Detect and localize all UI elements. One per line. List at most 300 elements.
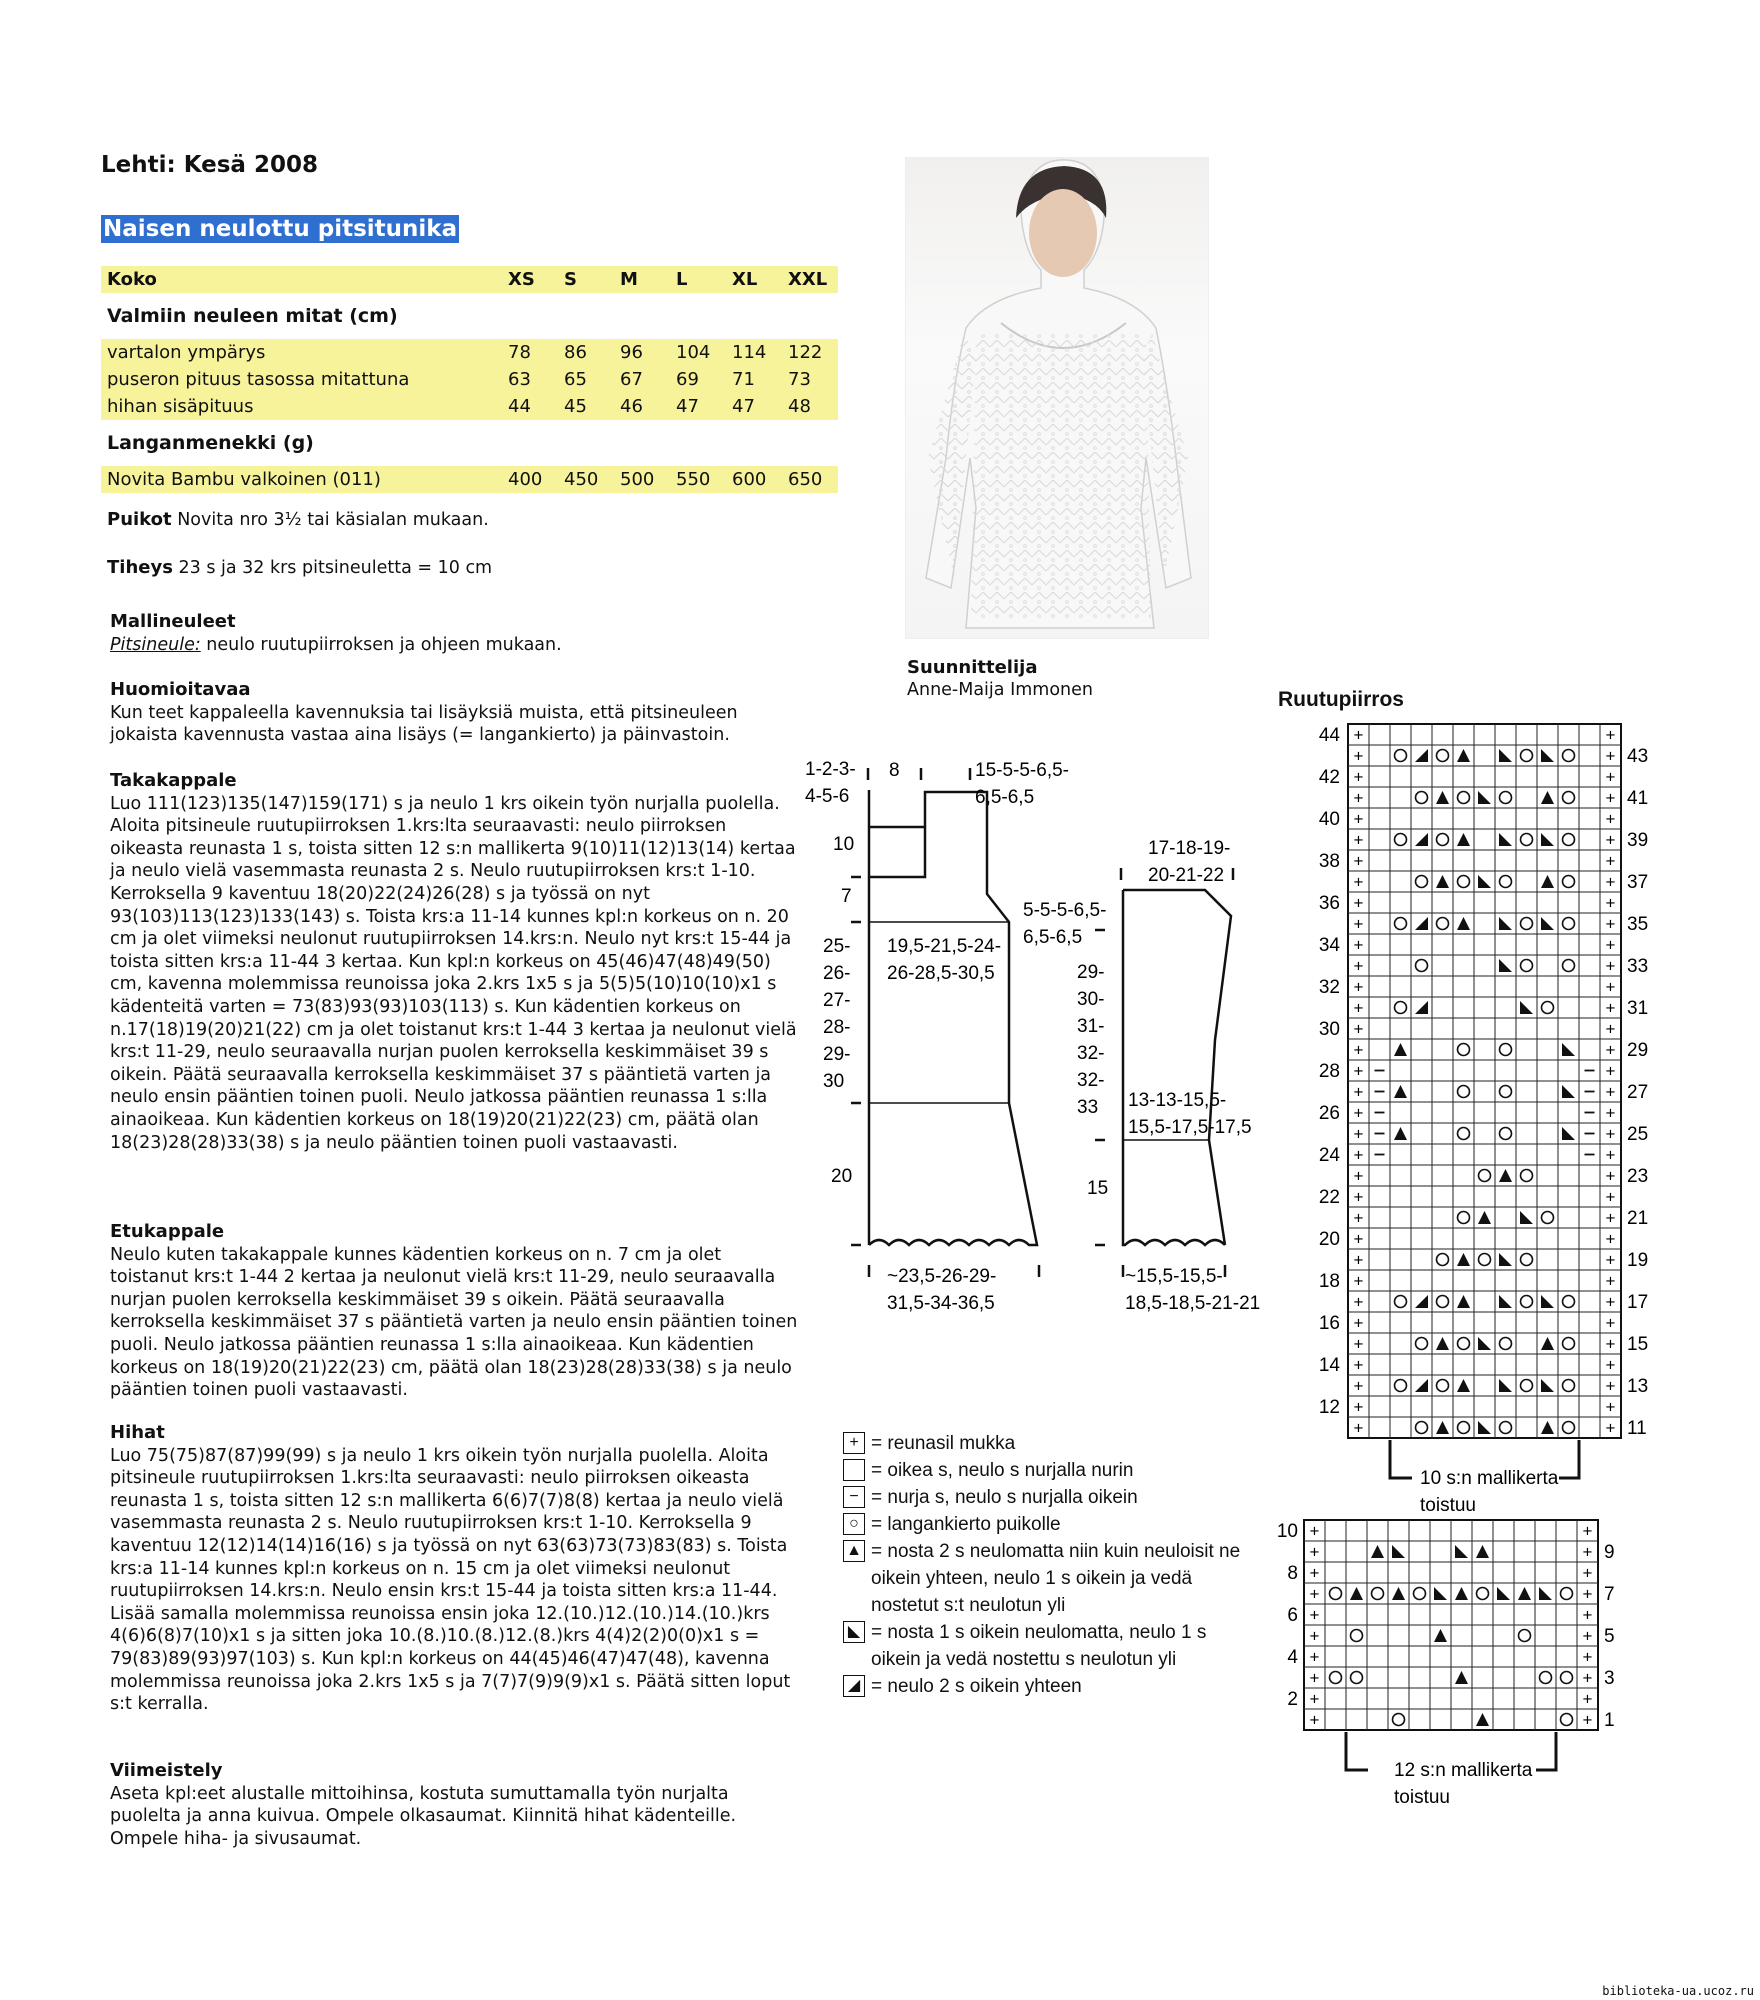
yarn-over-mark [1395, 918, 1407, 930]
yarn-over-mark [1395, 1002, 1407, 1014]
cell: 114 [726, 339, 782, 366]
table-row [101, 466, 838, 493]
cell: 400 [502, 466, 558, 493]
left-decrease-mark [1541, 749, 1554, 762]
edge-stitch-mark: + [1605, 893, 1616, 913]
chest-width-label: 19,5-21,5-24-26-28,5-30,5 [887, 936, 1002, 984]
legend-item [843, 1619, 1261, 1673]
double-decrease-mark [1455, 1671, 1468, 1684]
yarn-over-mark [1500, 1422, 1512, 1434]
right-decrease-mark [1415, 1001, 1428, 1014]
row-number: 24 [1318, 1145, 1340, 1166]
double-decrease-mark [1457, 1295, 1470, 1308]
row-number: 40 [1318, 809, 1340, 830]
edge-stitch-mark: + [1605, 1355, 1616, 1375]
double-decrease-mark [1436, 875, 1449, 888]
row-number: 26 [1318, 1103, 1340, 1124]
cell: 500 [614, 466, 670, 493]
hem-width-label: ~23,5-26-29-31,5-34-36,5 [887, 1266, 997, 1314]
row-number: 12 [1318, 1397, 1340, 1418]
needles-text: Novita nro 3½ tai käsialan mukaan. [171, 510, 489, 530]
edge-stitch-mark: + [1353, 977, 1364, 997]
upper-repeat-label: 10 s:n mallikerta toistuu [1420, 1468, 1559, 1516]
row-number: 39 [1627, 830, 1649, 851]
edge-stitch-mark: + [1605, 1229, 1616, 1249]
left-decrease-mark [1541, 917, 1554, 930]
yarn-over-mark [1563, 750, 1575, 762]
stitch-section [110, 611, 800, 656]
edge-stitch-mark: + [1605, 1313, 1616, 1333]
cell: 450 [558, 466, 614, 493]
section-heading: Mallineuleet [110, 611, 236, 632]
yarn-over-mark [1500, 1128, 1512, 1140]
yarn-over-mark [1395, 1296, 1407, 1308]
edge-stitch-mark: + [1582, 1521, 1593, 1541]
yarn-over-mark [1416, 1422, 1428, 1434]
yarn-over-mark [1563, 834, 1575, 846]
edge-stitch-mark: + [1353, 830, 1364, 850]
yarn-over-mark [1330, 1672, 1342, 1684]
edge-stitch-mark: + [1605, 767, 1616, 787]
double-decrease-mark [1541, 791, 1554, 804]
edge-stitch-mark: + [1605, 1103, 1616, 1123]
cell: 600 [726, 466, 782, 493]
double-decrease-mark [1436, 1337, 1449, 1350]
row-number: 44 [1318, 725, 1340, 746]
cuff-width-label: ~15,5-15,5-18,5-18,5-21-21 [1125, 1266, 1261, 1314]
row-number: 21 [1627, 1208, 1649, 1229]
row-number: 20 [1318, 1229, 1340, 1250]
row-number: 41 [1627, 788, 1649, 809]
row-number: 29 [1627, 1040, 1649, 1061]
yarn-heading: Langanmenekki (g) [101, 420, 838, 466]
right-decrease-mark [1415, 833, 1428, 846]
edge-stitch-mark: + [1605, 1082, 1616, 1102]
edge-stitch-mark: + [1605, 1061, 1616, 1081]
armhole-height-label: 25-26-27-28-29-30 [823, 936, 851, 1092]
cell: 78 [502, 339, 558, 366]
needles [107, 509, 797, 532]
cell: 104 [670, 339, 726, 366]
yarn-over-mark [1458, 1338, 1470, 1350]
row-number: 19 [1627, 1250, 1649, 1271]
gauge [107, 557, 797, 580]
double-decrease-mark [1518, 1587, 1531, 1600]
magazine-label: Lehti: Kesä 2008 [101, 152, 318, 178]
yarn-over-mark [1395, 1380, 1407, 1392]
left-decrease-mark [1499, 833, 1512, 846]
yarn-over-mark [1540, 1672, 1552, 1684]
row-number: 7 [1604, 1584, 1615, 1605]
yarn-over-mark [1416, 876, 1428, 888]
edge-stitch-mark: + [1353, 1355, 1364, 1375]
cell: 550 [670, 466, 726, 493]
edge-stitch-mark: + [1605, 914, 1616, 934]
right-decrease-icon: ◢ [843, 1675, 865, 1697]
edge-stitch-mark: + [1605, 977, 1616, 997]
gauge-label: Tiheys [107, 557, 173, 578]
double-decrease-mark [1455, 1587, 1468, 1600]
row-number: 1 [1604, 1710, 1615, 1731]
table-row [101, 366, 838, 393]
edge-stitch-mark: + [1353, 1061, 1364, 1081]
row-label: hihan sisäpituus [101, 393, 502, 420]
legend-item [843, 1457, 1261, 1484]
designer [907, 656, 1093, 702]
yarn-over-mark [1458, 1044, 1470, 1056]
left-decrease-mark [1392, 1545, 1405, 1558]
edge-stitch-mark: + [1309, 1563, 1320, 1583]
legend-item [843, 1673, 1261, 1700]
edge-stitch-mark: + [1353, 1082, 1364, 1102]
left-decrease-mark [1499, 1379, 1512, 1392]
section-text: Aseta kpl:eet alustalle mittoihinsa, kostuta sumuttamalla työn nurjalta puolelta ja anna kuivua. Ompele olkasaumat. Kiinnitä hihat kädenteille. Ompele hiha- ja sivusaumat. [110, 1783, 737, 1849]
edge-stitch-mark: + [1353, 1292, 1364, 1312]
edge-stitch-mark: + [1353, 1334, 1364, 1354]
row-number: 3 [1604, 1668, 1615, 1689]
double-decrease-mark [1394, 1127, 1407, 1140]
yarn-over-mark [1563, 960, 1575, 972]
row-label: vartalon ympärys [101, 339, 502, 366]
edge-stitch-mark: + [1353, 872, 1364, 892]
yarn-over-icon: ○ [843, 1513, 865, 1535]
yarn-over-mark [1563, 1380, 1575, 1392]
yarn-over-mark [1437, 750, 1449, 762]
left-decrease-mark [1455, 1545, 1468, 1558]
edge-stitch-mark: + [1605, 1040, 1616, 1060]
left-decrease-icon: ◣ [843, 1621, 865, 1643]
section-text: Luo 111(123)135(147)159(171) s ja neulo 1 krs oikein työn nurjalla puolella. Aloita pitsineule ruutupiirroksen 1.krs:lta seuraavasti: neulo piirroksen oikeasta reunasta 1 s, toista sitten 12 s:n mallikerta 9(10)11(12)13(14) kertaa ja neulo vielä vasemmasta reunasta 2 s. Neulo ruutupiirroksen krs:t 1-10. Kerroksella 9 kaventuu 18(20)22(24)26(28) s ja työssä on nyt 93(103)113(123)133(143) s. Toista krs:a 11-14 kunnes kpl:n korkeus on n. 20 cm ja olet viimeksi neulonut ruutupiirroksen 14.krs:n. Neulo nyt krs:t 15-44 ja toista sitten krs:a 11-44 3 kertaa. Kun kpl:n korkeus on 45(46)47(48)49(50) cm, kavenna molemmissa reunoissa joka 2.krs 1x5 s ja 5(5)5(10)10(10)x1 s kädenteitä varten = 73(83)93(93)103(113) s. Kun kädentien korkeus on n.17(18)19(20)21(22) cm ja olet toistanut krs:t 1-44 3 kertaa ja neulonut vielä krs:t 11-29, neulo seuraavalla nurjan puolen kerroksella keskimmäiset 39 s oikein. Päätä seuraavalla kerroksella keskimmäiset 37 s pääntietä varten ja neulo ensin pääntien toinen puoli. Neulo jatkossa pääntien reunassa 1 s:lla ainaoikeaa. Kun kädentien korkeus on 18(19)20(21)22(23) cm, päätä olan 18(23)28(28)33(38) s ja neulo pääntien toinen puoli vastaavasti. [110, 793, 797, 1153]
watermark: biblioteka-ua.ucoz.ru [1602, 1984, 1754, 1998]
edge-stitch-mark: + [1353, 914, 1364, 934]
section-text: Luo 75(75)87(87)99(99) s ja neulo 1 krs oikein työn nurjalla puolella. Aloita pitsineule ruutupiirroksen 1.krs:lta seuraavasti: neulo piirroksen oikeasta reunasta 1 s, toista sitten 12 s:n mallikerta 6(6)7(7)8(8) kertaa ja neulo vielä vasemmasta reunasta 2 s. Neulo ruutupiirroksen krs:t 1-10. Kerroksella 9 kaventuu 12(12)14(14)16(16) s ja työssä on nyt 63(63)73(73)83(83) s. Toista krs:a 11-14 kunnes kpl:n korkeus on n. 15 cm ja olet viimeksi neulonut ruutupiirroksen 14.krs:n. Neulo ensin krs:t 15-44 ja toista sitten krs:a 11-44. Lisää samalla molemmissa reunoissa ensin joka 12.(10.)12.(10.)14.(10.)krs 4(6)6(8)7(10)x1 s ja sitten joka 10.(8.)10.(8.)12.(8.)krs 4(4)2(2)0(0)x1 s = 79(83)89(93)97(103) s. Kun kpl:n korkeus on 44(45)46(47)47(48), kavenna molemmissa reunoissa joka 2.krs 1x5 s ja 7(7)7(9)9(9)x1 s. Päätä sitten loput s:t kerralla. [110, 1445, 791, 1715]
table-row [101, 393, 838, 420]
yarn-over-mark [1393, 1714, 1405, 1726]
yarn-over-mark [1351, 1630, 1363, 1642]
yarn-over-mark [1542, 1212, 1554, 1224]
yarn-over-mark [1500, 792, 1512, 804]
yarn-over-mark [1479, 1170, 1491, 1182]
right-decrease-mark [1415, 749, 1428, 762]
yarn-over-mark [1563, 918, 1575, 930]
edge-stitch-mark: + [1353, 1229, 1364, 1249]
double-decrease-mark [1457, 749, 1470, 762]
edge-stitch-mark: + [1353, 746, 1364, 766]
section-heading: Etukappale [110, 1221, 225, 1242]
model-photo [905, 157, 1209, 639]
neck-depth-label: 10 [833, 834, 855, 855]
yarn-over-mark [1437, 1254, 1449, 1266]
row-number: 15 [1627, 1334, 1649, 1355]
row-number: 16 [1318, 1313, 1340, 1334]
yarn-over-mark [1521, 1170, 1533, 1182]
yarn-over-mark [1561, 1588, 1573, 1600]
row-number: 14 [1318, 1355, 1340, 1376]
stitch-term: Pitsineule: [110, 634, 201, 655]
left-decrease-mark [1541, 1379, 1554, 1392]
yarn-over-mark [1395, 750, 1407, 762]
edge-stitch-mark: + [1605, 1208, 1616, 1228]
row-number: 9 [1604, 1542, 1615, 1563]
size-header-row [101, 266, 838, 293]
cell: 63 [502, 366, 558, 393]
yarn-over-mark [1437, 1296, 1449, 1308]
edge-stitch-mark: + [1582, 1689, 1593, 1709]
edge-stitch-mark: + [1309, 1647, 1320, 1667]
row-number: 5 [1604, 1626, 1615, 1647]
yarn-over-mark [1372, 1588, 1384, 1600]
left-decrease-mark [1434, 1587, 1447, 1600]
yarn-over-mark [1437, 918, 1449, 930]
yarn-over-mark [1458, 876, 1470, 888]
yarn-over-mark [1521, 834, 1533, 846]
row-number: 38 [1318, 851, 1340, 872]
yarn-over-mark [1458, 1128, 1470, 1140]
cell: 71 [726, 366, 782, 393]
lower-repeat-label: 12 s:n mallikerta toistuu [1394, 1760, 1533, 1808]
edge-stitch-mark: + [1605, 851, 1616, 871]
edge-stitch-mark: + [1353, 1271, 1364, 1291]
edge-stitch-mark: + [1353, 956, 1364, 976]
double-decrease-mark [1476, 1545, 1489, 1558]
double-decrease-mark [1541, 1421, 1554, 1434]
size-table [101, 266, 838, 493]
garment-schematic [795, 740, 1275, 1360]
row-number: 43 [1627, 746, 1649, 767]
left-decrease-mark [1539, 1587, 1552, 1600]
edge-stitch-mark: + [1605, 956, 1616, 976]
double-decrease-mark [1394, 1085, 1407, 1098]
edge-stitch-mark: + [1353, 1166, 1364, 1186]
edge-stitch-mark: + [1353, 809, 1364, 829]
edge-stitch-mark: + [1309, 1605, 1320, 1625]
edge-stitch-mark: + [1582, 1563, 1593, 1583]
edge-stitch-mark: + [1605, 1397, 1616, 1417]
left-decrease-mark [1541, 833, 1554, 846]
table-row [101, 339, 838, 366]
double-decrease-mark [1457, 917, 1470, 930]
row-number: 37 [1627, 872, 1649, 893]
row-number: 27 [1627, 1082, 1649, 1103]
right-decrease-mark [1415, 917, 1428, 930]
left-decrease-mark [1541, 1295, 1554, 1308]
cell: 122 [782, 339, 838, 366]
row-number: 4 [1287, 1647, 1298, 1668]
legend-item [843, 1484, 1261, 1511]
double-decrease-mark [1350, 1587, 1363, 1600]
yarn-over-mark [1500, 1044, 1512, 1056]
back-section [110, 770, 800, 1154]
yarn-over-mark [1563, 1338, 1575, 1350]
edge-stitch-mark: + [1353, 851, 1364, 871]
edge-stitch-mark: + [1605, 1166, 1616, 1186]
legend-item [843, 1538, 1261, 1619]
knit-icon [843, 1459, 865, 1481]
row-number: 30 [1318, 1019, 1340, 1040]
legend-text: = nosta 2 s neulomatta niin kuin neuloisit ne oikein yhteen, neulo 1 s oikein ja vedä nostetut s:t neulotun yli [871, 1541, 1241, 1616]
edge-stitch-mark: + [1353, 1250, 1364, 1270]
left-decrease-mark [1562, 1043, 1575, 1056]
left-decrease-mark [1499, 749, 1512, 762]
needles-label: Puikot [107, 509, 172, 530]
edge-stitch-mark: + [1605, 746, 1616, 766]
double-decrease-mark [1436, 791, 1449, 804]
yarn-over-mark [1416, 960, 1428, 972]
legend [843, 1430, 1261, 1700]
double-decrease-mark [1457, 833, 1470, 846]
double-decrease-icon: ▲ [843, 1540, 865, 1562]
legend-item [843, 1430, 1261, 1457]
edge-stitch-mark: + [1353, 1103, 1364, 1123]
double-decrease-mark [1392, 1587, 1405, 1600]
row-label: Novita Bambu valkoinen (011) [101, 466, 502, 493]
front-section [110, 1221, 800, 1402]
edge-stitch-mark: + [1353, 767, 1364, 787]
section-heading: Viimeistely [110, 1760, 223, 1781]
sleeve-piece-outline [1123, 890, 1231, 1245]
left-decrease-mark [1520, 1211, 1533, 1224]
row-number: 32 [1318, 977, 1340, 998]
yarn-over-mark [1330, 1588, 1342, 1600]
row-number: 23 [1627, 1166, 1649, 1187]
section-text: Neulo kuten takakappale kunnes kädentien korkeus on n. 7 cm ja olet toistanut krs:t 1-44 2 kertaa ja neulonut vielä krs:t 11-29, neulo seuraavalla nurjan puolen kerroksella keskimmäiset 39 s oikein. Päätä seuraavalla kerroksella keskimmäiset 37 s pääntietä varten ja neulo ensin pääntien toinen puoli. Neulo jatkossa pääntien reunassa 1 s:lla ainaoikeaa. Kun kädentien korkeus on 18(19)20(21)22(23) cm, päätä olan 18(23)28(28)33(38) s ja neulo pääntien toinen puoli vastaavasti. [110, 1244, 798, 1401]
yarn-over-mark [1521, 1296, 1533, 1308]
yarn-over-mark [1521, 960, 1533, 972]
cell: 45 [558, 393, 614, 420]
row-number: 11 [1627, 1418, 1647, 1439]
row-number: 6 [1287, 1605, 1298, 1626]
yarn-over-mark [1521, 918, 1533, 930]
designer-label: Suunnittelija [907, 657, 1038, 678]
row-number: 8 [1287, 1563, 1298, 1584]
edge-stitch-mark: + [1582, 1710, 1593, 1730]
edge-stitch-mark: + [1605, 788, 1616, 808]
cell: 86 [558, 339, 614, 366]
yarn-over-mark [1521, 750, 1533, 762]
yarn-over-mark [1563, 1422, 1575, 1434]
double-decrease-mark [1371, 1545, 1384, 1558]
edge-stitch-mark: + [1605, 872, 1616, 892]
right-decrease-mark [1415, 1295, 1428, 1308]
double-decrease-mark [1457, 1379, 1470, 1392]
edge-stitch-mark: + [1605, 1271, 1616, 1291]
row-number: 31 [1627, 998, 1649, 1019]
left-decrease-mark [1478, 791, 1491, 804]
row-number: 22 [1318, 1187, 1340, 1208]
edge-stitch-mark: + [1582, 1605, 1593, 1625]
left-decrease-mark [1478, 875, 1491, 888]
legend-text: = langankierto puikolle [871, 1514, 1061, 1535]
legend-text: = nosta 1 s oikein neulomatta, neulo 1 s oikein ja vedä nostettu s neulotun yli [871, 1622, 1207, 1670]
edge-stitch-mark: + [1605, 998, 1616, 1018]
double-decrease-mark [1434, 1629, 1447, 1642]
edge-stitch-mark: + [1353, 1040, 1364, 1060]
edge-stitch-mark: + [1605, 1292, 1616, 1312]
yarn-over-mark [1500, 1338, 1512, 1350]
yarn-over-mark [1563, 1296, 1575, 1308]
cell: 650 [782, 466, 838, 493]
edge-stitch-mark: + [1309, 1521, 1320, 1541]
purl-icon: − [843, 1486, 865, 1508]
double-decrease-mark [1457, 1253, 1470, 1266]
cell: 48 [782, 393, 838, 420]
edge-stitch-mark: + [1582, 1584, 1593, 1604]
cell: 65 [558, 366, 614, 393]
neck-top-label: 8 [889, 760, 900, 781]
shoulder-width-label: 15-5-5-6,5-6,5-6,5 [975, 760, 1069, 808]
edge-stitch-mark: + [1309, 1689, 1320, 1709]
edge-stitch-mark: + [1353, 1418, 1364, 1438]
stitch-text: neulo ruutupiirroksen ja ohjeen mukaan. [200, 634, 562, 655]
yarn-over-mark [1521, 1254, 1533, 1266]
row-number: 10 [1276, 1521, 1298, 1542]
edge-stitch-mark: + [1353, 1019, 1364, 1039]
legend-text: = oikea s, neulo s nurjalla nurin [871, 1460, 1134, 1481]
row-label: puseron pituus tasossa mitattuna [101, 366, 502, 393]
edge-stitch-mark: + [1353, 725, 1364, 745]
yarn-over-mark [1542, 1002, 1554, 1014]
row-number: 13 [1627, 1376, 1649, 1397]
tunic-illustration [906, 158, 1208, 638]
legend-text: = reunasil mukka [871, 1433, 1016, 1454]
yarn-over-mark [1458, 792, 1470, 804]
edge-stitch-mark: + [1582, 1647, 1593, 1667]
double-decrease-mark [1499, 1169, 1512, 1182]
edge-stitch-mark: + [1309, 1584, 1320, 1604]
left-decrease-mark [1478, 1421, 1491, 1434]
edge-stitch-mark: + [1353, 893, 1364, 913]
size-col: XL [726, 266, 782, 293]
yarn-over-mark [1458, 1422, 1470, 1434]
gauge-text: 23 s ja 32 krs pitsineuletta = 10 cm [172, 558, 493, 578]
edge-stitch-mark: + [1353, 1397, 1364, 1417]
edge-stitch-mark: + [1353, 1376, 1364, 1396]
cell: 69 [670, 366, 726, 393]
cell: 73 [782, 366, 838, 393]
edge-stitch-mark: + [1605, 1250, 1616, 1270]
edge-stitch-mark: + [1605, 725, 1616, 745]
row-number: 33 [1627, 956, 1649, 977]
shoulder-drop-label: 7 [841, 886, 852, 907]
sleeve-length-label: 29-30-31-32-32-33 [1077, 962, 1105, 1118]
yarn-over-mark [1351, 1672, 1363, 1684]
size-col: XXL [782, 266, 838, 293]
edge-stitch-mark: + [1605, 1124, 1616, 1144]
left-decrease-mark [1562, 1085, 1575, 1098]
edge-stitch-mark: + [1353, 1124, 1364, 1144]
edge-stitch-mark: + [1605, 1376, 1616, 1396]
double-decrease-mark [1478, 1211, 1491, 1224]
yarn-over-mark [1414, 1588, 1426, 1600]
double-decrease-mark [1394, 1043, 1407, 1056]
body-length-label: 20 [831, 1166, 853, 1187]
cell: 67 [614, 366, 670, 393]
chart-title: Ruutupiirros [1278, 688, 1404, 711]
left-decrease-mark [1478, 1337, 1491, 1350]
edge-stitch-mark: + [1582, 1542, 1593, 1562]
yarn-over-mark [1519, 1630, 1531, 1642]
note-section [110, 679, 800, 747]
edge-stitch-mark: + [1309, 1710, 1320, 1730]
left-decrease-mark [1497, 1587, 1510, 1600]
row-number: 42 [1318, 767, 1340, 788]
yarn-over-mark [1437, 1380, 1449, 1392]
edge-stitch-icon: + [843, 1432, 865, 1454]
left-decrease-mark [1499, 1295, 1512, 1308]
yarn-over-mark [1477, 1588, 1489, 1600]
row-number: 34 [1318, 935, 1340, 956]
legend-item [843, 1511, 1261, 1538]
